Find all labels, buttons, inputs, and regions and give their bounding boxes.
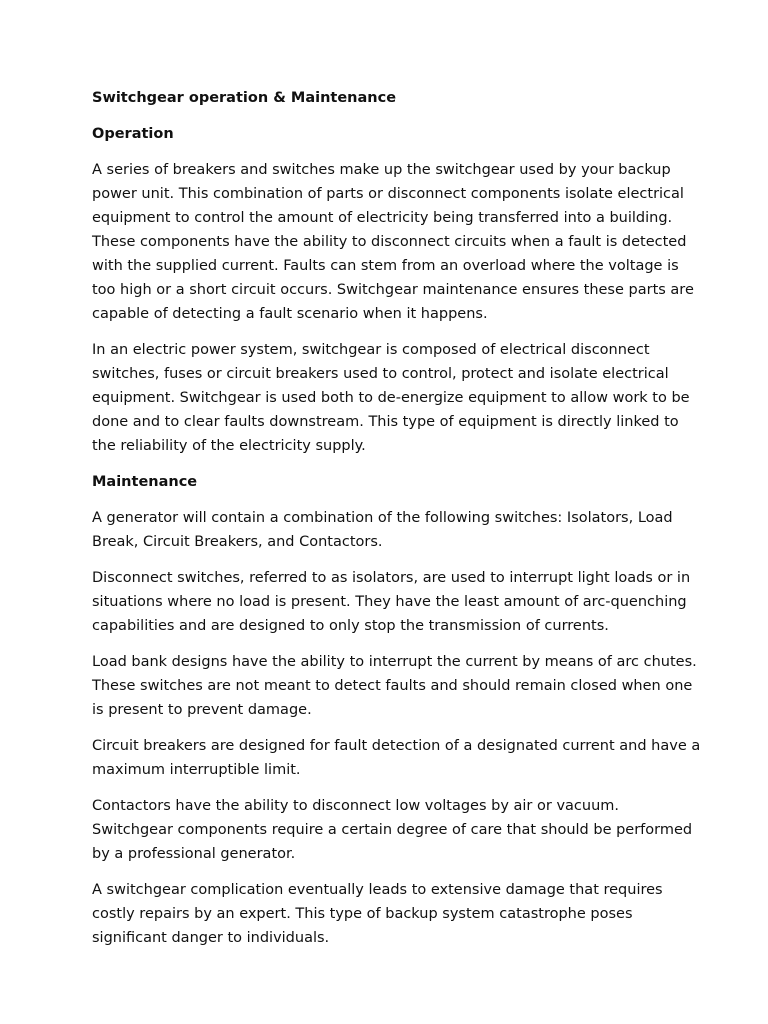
maintenance-paragraph: A generator will contain a combination of the following switches: Isolators, Load Break, Circuit Breakers, and Contactors. [92, 510, 673, 550]
operation-paragraph: In an electric power system, switchgear is composed of electrical disconnect switches, fuses or circuit breakers used to control, protect and isolate electrical equipment. Switchgear is used both to de-energize equipment to allow work to be done and to clear faults downstream. This type of equipment is directly linked to the reliability of the electricity supply. [92, 342, 690, 454]
document-page [92, 86, 704, 962]
maintenance-paragraph: A switchgear complication eventually leads to extensive damage that requires costly repairs by an expert. This type of backup system catastrophe poses significant danger to individuals. [92, 882, 663, 946]
maintenance-paragraph: Contactors have the ability to disconnect low voltages by air or vacuum. Switchgear components require a certain degree of care that should be performed by a professional generator. [92, 798, 693, 862]
maintenance-paragraph: Circuit breakers are designed for fault detection of a designated current and have a maximum interruptible limit. [92, 738, 701, 778]
maintenance-paragraph: Load bank designs have the ability to interrupt the current by means of arc chutes. These switches are not meant to detect faults and should remain closed when one is present to prevent damage. [92, 654, 697, 718]
document-title: Switchgear operation & Maintenance [92, 90, 397, 106]
maintenance-paragraph: Disconnect switches, referred to as isolators, are used to interrupt light loads or in situations where no load is present. They have the least amount of arc-quenching capabilities and are designed to only stop the transmission of currents. [92, 570, 691, 634]
operation-heading: Operation [92, 126, 174, 142]
operation-paragraph: A series of breakers and switches make up the switchgear used by your backup power unit. This combination of parts or disconnect components isolate electrical equipment to control the amount of electricity being transferred into a building. These components have the ability to disconnect circuits when a fault is detected with the supplied current. Faults can stem from an overload where the voltage is too high or a short circuit occurs. Switchgear maintenance ensures these parts are capable of detecting a fault scenario when it happens. [92, 162, 694, 322]
maintenance-heading: Maintenance [92, 474, 198, 490]
